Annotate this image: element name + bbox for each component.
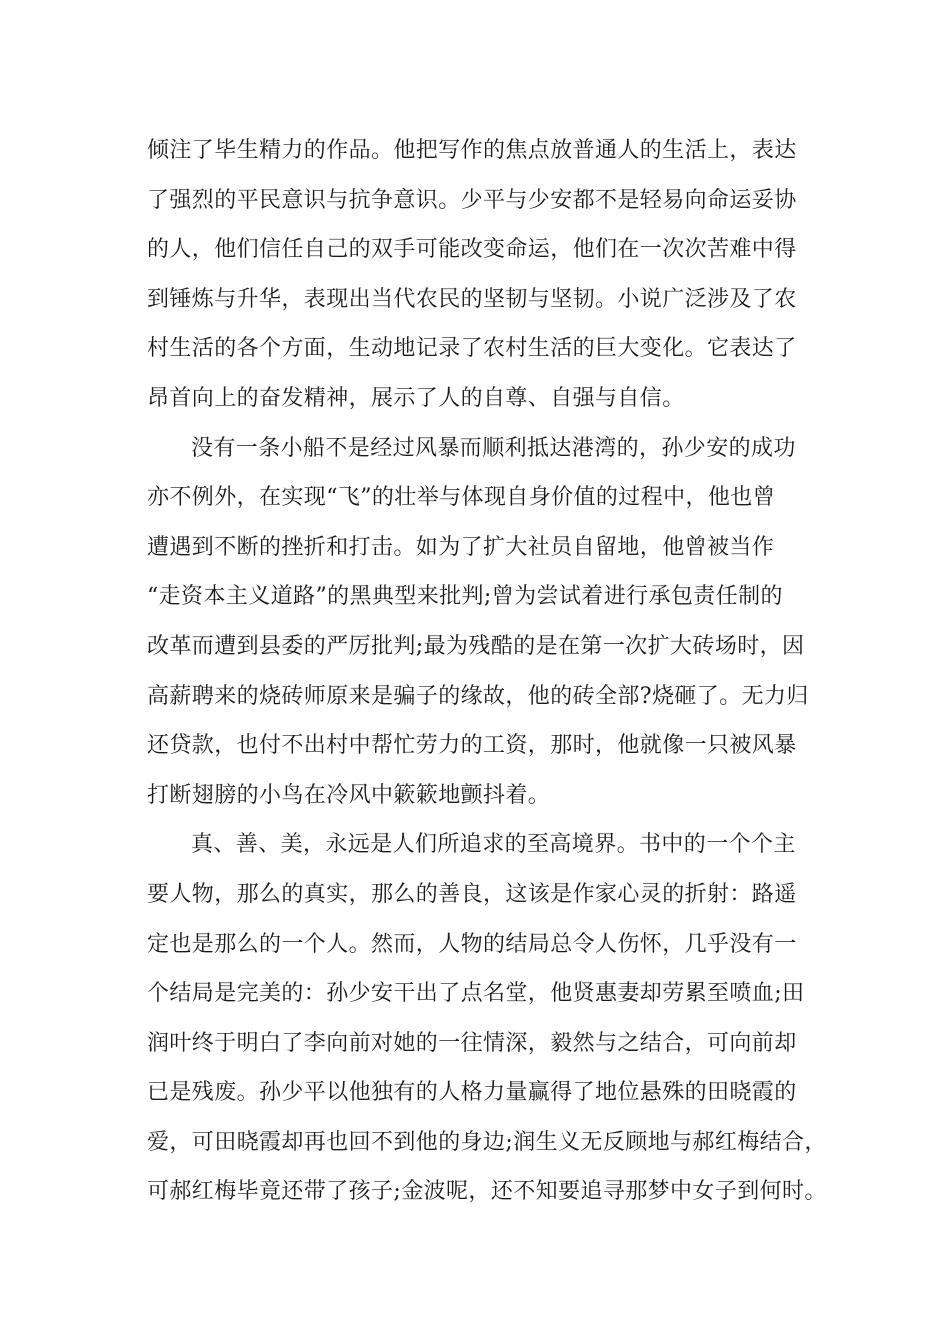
- text-line: 改革而遭到县委的严厉批判;最为残酷的是在第一次扩大砖场时，因: [147, 633, 805, 659]
- text-line: 到锤炼与升华，表现出当代农民的坚韧与坚韧。小说广泛涉及了农: [147, 286, 797, 312]
- text-line: 个结局是完美的：孙少安干出了点名堂，他贤惠妻却劳累至喷血;田: [147, 981, 805, 1007]
- text-line: 高薪聘来的烧砖师原来是骗子的缘故，他的砖全部?烧砸了。无力归: [147, 683, 809, 709]
- text-line: 可郝红梅毕竟还带了孩子;金波呢，还不知要追寻那梦中女子到何时。: [147, 1179, 827, 1205]
- text-line: 打断翅膀的小鸟在冷风中簌簌地颤抖着。: [147, 782, 551, 808]
- text-line: 还贷款，也付不出村中帮忙劳力的工资，那时，他就像一只被风暴: [147, 733, 797, 759]
- text-line: 亦不例外，在实现“飞”的壮举与体现自身价值的过程中，他也曾: [147, 485, 776, 511]
- body-text: [147, 126, 827, 1217]
- text-line: 村生活的各个方面，生动地记录了农村生活的巨大变化。它表达了: [147, 336, 797, 362]
- text-line: 了强烈的平民意识与抗争意识。少平与少安都不是轻易向命运妥协: [147, 187, 797, 213]
- text-line: 倾注了毕生精力的作品。他把写作的焦点放普通人的生活上，表达: [147, 138, 797, 163]
- text-line: 要人物，那么的真实，那么的善良，这该是作家心灵的折射：路遥: [147, 881, 797, 907]
- text-line: “走资本主义道路”的黑典型来批判;曾为尝试着进行承包责任制的: [147, 584, 783, 610]
- paragraph-first-line: 没有一条小船不是经过风暴而顺利抵达港湾的，孙少安的成功: [191, 435, 796, 461]
- text-line: 遭遇到不断的挫折和打击。如为了扩大社员自留地，他曾被当作: [147, 534, 775, 560]
- text-line: 已是残废。孙少平以他独有的人格力量赢得了地位悬殊的田晓霞的: [147, 1080, 797, 1106]
- text-line: 润叶终于明白了李向前对她的一往情深，毅然与之结合，可向前却: [147, 1030, 797, 1056]
- text-line: 爱，可田晓霞却再也回不到他的身边;润生义无反顾地与郝红梅结合，: [147, 1129, 827, 1155]
- paragraph-first-line: 真、善、美，永远是人们所追求的至高境界。书中的一个个主: [191, 832, 796, 858]
- text-line: 昂首向上的奋发精神，展示了人的自尊、自强与自信。: [147, 385, 685, 411]
- text-line: 的人，他们信任自己的双手可能改变命运，他们在一次次苦难中得: [147, 237, 797, 263]
- text-line: 定也是那么的一个人。然而，人物的结局总令人伤怀，几乎没有一: [147, 931, 797, 957]
